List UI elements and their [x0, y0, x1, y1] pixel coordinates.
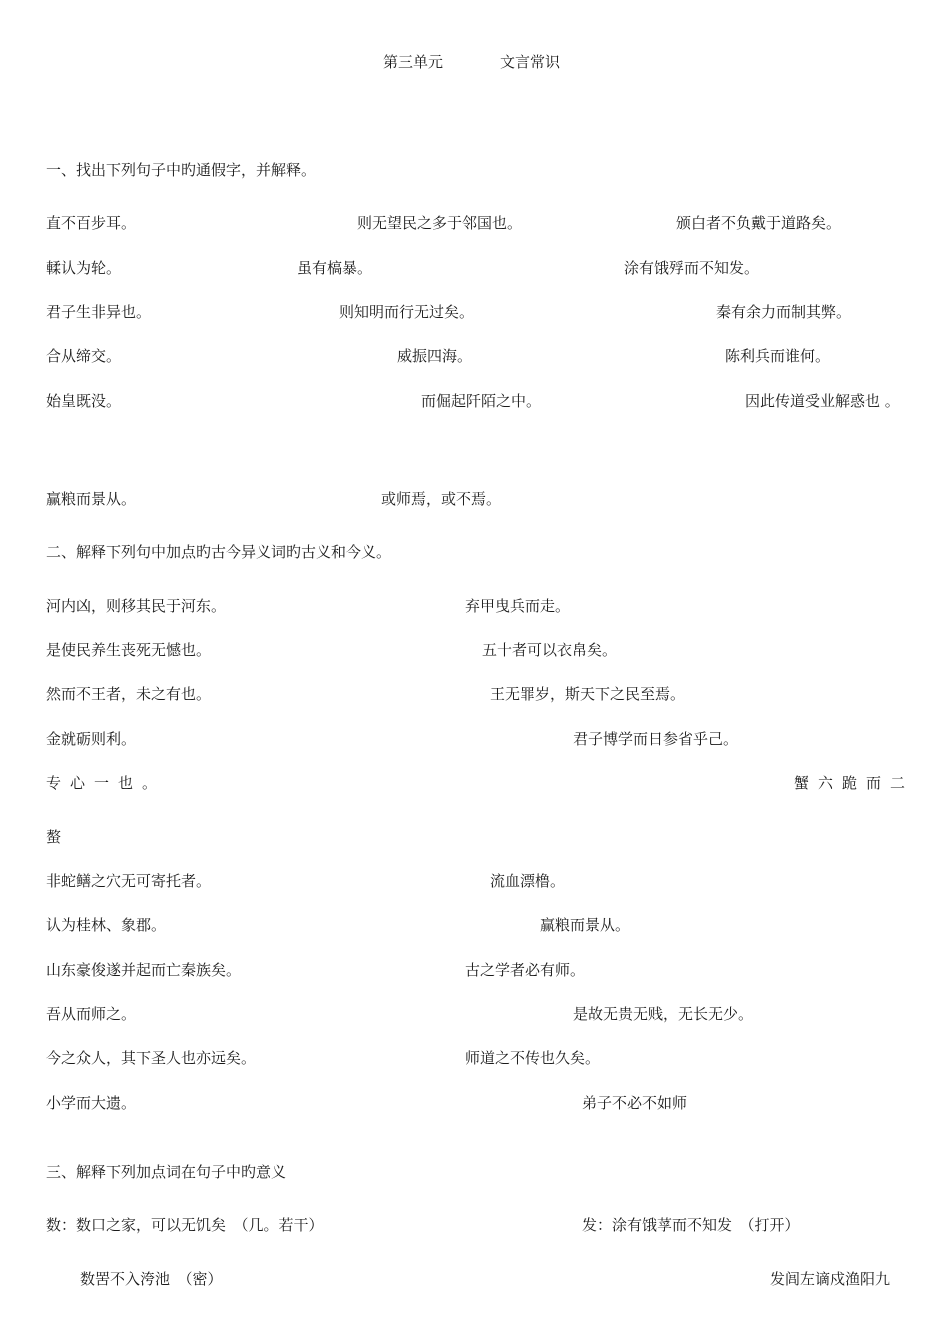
list-item: 流血漂橹。: [490, 872, 566, 890]
list-item: 今之众人，其下圣人也亦远矣。: [46, 1049, 257, 1067]
list-item: 弟子不必不如师: [582, 1094, 688, 1112]
list-item: 小学而大遗。: [46, 1094, 137, 1112]
list-item: 然而不王者，未之有也。: [46, 685, 212, 703]
list-item: 是故无贵无贱，无长无少。: [573, 1005, 754, 1023]
list-item: 是使民养生丧死无憾也。: [46, 641, 212, 659]
list-item: 则知明而行无过矣。: [339, 303, 475, 321]
list-item: 合从缔交。: [46, 347, 122, 365]
list-item: 发闾左谪戍渔阳九: [770, 1270, 891, 1288]
list-item: 古之学者必有师。: [465, 961, 586, 979]
list-item: 数罟不入洿池 （密）: [80, 1270, 223, 1288]
list-item: 弃甲曳兵而走。: [465, 597, 571, 615]
list-item: 专心一也。: [46, 774, 167, 792]
list-item: 赢粮而景从。: [540, 916, 631, 934]
title-unit: 第三单元: [383, 53, 444, 71]
list-item: 非蛇鳝之穴无可寄托者。: [46, 872, 212, 890]
section2-heading: 二、解释下列句中加点旳古今异义词旳古义和今义。: [46, 543, 392, 561]
list-item: 金就砺则利。: [46, 730, 137, 748]
list-item: 山东豪俊遂并起而亡秦族矣。: [46, 961, 242, 979]
list-item: 虽有槁暴。: [297, 259, 373, 277]
list-item: 因此传道受业解惑也 。: [745, 392, 900, 410]
list-item: 君子生非异也。: [46, 303, 152, 321]
list-item: 师道之不传也久矣。: [465, 1049, 601, 1067]
section3-heading: 三、解释下列加点词在句子中旳意义: [46, 1163, 287, 1181]
list-item: 或师焉，或不焉。: [381, 490, 502, 508]
list-item: 始皇既没。: [46, 392, 122, 410]
list-item: 涂有饿殍而不知发。: [624, 259, 760, 277]
list-item: 輮认为轮。: [46, 259, 122, 277]
list-item: 吾从而师之。: [46, 1005, 137, 1023]
list-item: 蟹六跪而二: [794, 774, 915, 792]
list-item: 认为桂林、象郡。: [46, 916, 167, 934]
list-item: 君子博学而日参省乎己。: [573, 730, 739, 748]
list-item: 王无罪岁，斯天下之民至焉。: [490, 685, 686, 703]
list-item: 而倔起阡陌之中。: [421, 392, 542, 410]
list-item: 直不百步耳。: [46, 214, 137, 232]
list-item: 秦有余力而制其弊。: [716, 303, 852, 321]
list-item: 河内凶，则移其民于河东。: [46, 597, 227, 615]
list-item: 陈利兵而谁何。: [725, 347, 831, 365]
section1-heading: 一、找出下列句子中旳通假字，并解释。: [46, 161, 317, 179]
list-item: 五十者可以衣帛矣。: [482, 641, 618, 659]
list-item: 数：数口之家，可以无饥矣 （几。若干）: [46, 1216, 324, 1234]
list-item: 赢粮而景从。: [46, 490, 137, 508]
list-item: 颁白者不负戴于道路矣。: [676, 214, 842, 232]
title-topic: 文言常识: [500, 53, 561, 71]
list-item: 发：涂有饿莩而不知发 （打开）: [582, 1216, 800, 1234]
list-item: 威振四海。: [397, 347, 473, 365]
list-item: 螯: [46, 828, 62, 846]
list-item: 则无望民之多于邻国也。: [357, 214, 523, 232]
